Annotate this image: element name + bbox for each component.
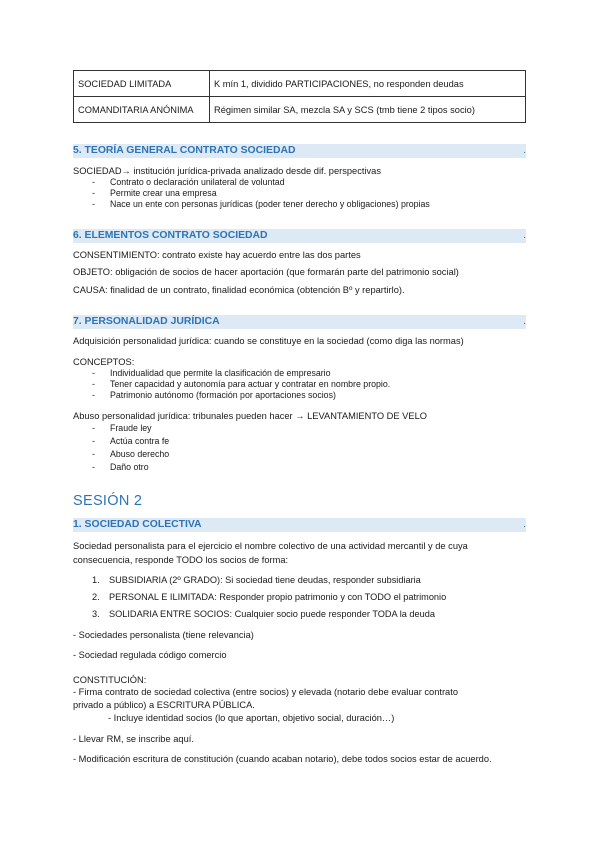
list-item: - Actúa contra fe xyxy=(92,436,170,446)
heading-dot: . xyxy=(523,230,526,241)
table-cell-name: COMANDITARIA ANÓNIMA xyxy=(74,97,210,123)
heading-text: 6. ELEMENTOS CONTRATO SOCIEDAD xyxy=(73,230,268,241)
section-heading-5 xyxy=(73,144,526,158)
item-text: PERSONAL E ILIMITADA: Responder propio patrimonio y con TODO el patrimonio xyxy=(109,592,447,602)
numbered-item xyxy=(92,592,446,603)
table-cell-desc: K mín 1, dividido PARTICIPACIONES, no responden deudas xyxy=(210,71,526,97)
paragraph: consecuencia, responde TODO los socios de forma: xyxy=(73,555,289,565)
list-item-text: Individualidad que permite la clasificación de empresario xyxy=(110,368,331,378)
session-title: SESIÓN 2 xyxy=(73,493,143,509)
list-item: - Fraude ley xyxy=(92,423,152,433)
paragraph: - Sociedad regulada código comercio xyxy=(73,650,227,660)
list-item: - Individualidad que permite la clasificación de empresario xyxy=(92,368,331,378)
list-item: - Daño otro xyxy=(92,462,149,472)
item-number: 2. xyxy=(92,592,100,602)
list-item-text: Permite crear una empresa xyxy=(110,188,217,198)
item-number: 3. xyxy=(92,609,100,619)
section-heading-6 xyxy=(73,229,526,243)
list-item: - Contrato o declaración unilateral de voluntad xyxy=(92,177,285,187)
list-item-text: Nace un ente con personas jurídicas (poder tener derecho y obligaciones) propias xyxy=(110,199,430,209)
heading-text: 5. TEORÍA GENERAL CONTRATO SOCIEDAD xyxy=(73,145,296,156)
list-item-text: Contrato o declaración unilateral de voluntad xyxy=(110,177,285,187)
list-item-text: Actúa contra fe xyxy=(110,436,170,446)
list-item-text: Fraude ley xyxy=(110,423,152,433)
table-row xyxy=(74,97,526,123)
paragraph: CONCEPTOS: xyxy=(73,357,135,367)
company-types-table xyxy=(73,70,526,123)
numbered-item xyxy=(92,609,435,620)
item-text: SUBSIDIARIA (2º GRADO): Si sociedad tiene deudas, responder subsidiaria xyxy=(109,575,421,585)
paragraph: - Modificación escritura de constitución (cuando acaban notario), debe todos socios estar de acuerdo. xyxy=(73,754,492,764)
paragraph: privado a público) a ESCRITURA PÚBLICA. xyxy=(73,700,255,710)
heading-text: 7. PERSONALIDAD JURÍDICA xyxy=(73,316,220,327)
list-item-text: Tener capacidad y autonomía para actuar y contratar en nombre propio. xyxy=(110,379,391,389)
list-item-text: Daño otro xyxy=(110,462,149,472)
paragraph: - Sociedades personalista (tiene relevancia) xyxy=(73,630,254,640)
paragraph: OBJETO: obligación de socios de hacer aportación (que formarán parte del patrimonio social) xyxy=(73,267,459,277)
table-cell-name: SOCIEDAD LIMITADA xyxy=(74,71,210,97)
item-text: SOLIDARIA ENTRE SOCIOS: Cualquier socio puede responder TODA la deuda xyxy=(109,609,435,619)
heading-dot: . xyxy=(523,519,526,530)
table-row xyxy=(74,71,526,97)
heading-dot: . xyxy=(523,316,526,327)
list-item: - Patrimonio autónomo (formación por aportaciones socios) xyxy=(92,390,336,400)
paragraph: SOCIEDAD→ institución jurídica-privada analizado desde dif. perspectivas xyxy=(73,166,381,176)
paragraph: CONSTITUCIÓN: xyxy=(73,675,147,685)
numbered-item xyxy=(92,575,421,586)
paragraph: CONSENTIMIENTO: contrato existe hay acuerdo entre las dos partes xyxy=(73,250,361,260)
table-cell-desc: Régimen similar SA, mezcla SA y SCS (tmb tiene 2 tipos socio) xyxy=(210,97,526,123)
list-item: - Permite crear una empresa xyxy=(92,188,217,198)
list-item: - Nace un ente con personas jurídicas (poder tener derecho y obligaciones) propias xyxy=(92,199,430,209)
paragraph: Abuso personalidad jurídica: tribunales pueden hacer → LEVANTAMIENTO DE VELO xyxy=(73,411,427,421)
section-heading-s2-1 xyxy=(73,518,526,532)
paragraph: Sociedad personalista para el ejercicio el nombre colectivo de una actividad mercantil y de cuya xyxy=(73,541,468,551)
paragraph: Adquisición personalidad jurídica: cuando se constituye en la sociedad (como diga las normas) xyxy=(73,336,464,346)
list-item: - Tener capacidad y autonomía para actuar y contratar en nombre propio. xyxy=(92,379,391,389)
heading-text: 1. SOCIEDAD COLECTIVA xyxy=(73,519,202,530)
list-item-text: Abuso derecho xyxy=(110,449,170,459)
heading-dot: . xyxy=(523,145,526,156)
paragraph: CAUSA: finalidad de un contrato, finalidad económica (obtención Bº y repartirlo). xyxy=(73,285,405,295)
section-heading-7 xyxy=(73,315,526,329)
item-number: 1. xyxy=(92,575,100,585)
paragraph: - Llevar RM, se inscribe aquí. xyxy=(73,734,194,744)
paragraph: - Firma contrato de sociedad colectiva (entre socios) y elevada (notario debe evaluar contrato xyxy=(73,687,458,697)
paragraph: - Incluye identidad socios (lo que aportan, objetivo social, duración…) xyxy=(108,713,395,723)
list-item: - Abuso derecho xyxy=(92,449,170,459)
list-item-text: Patrimonio autónomo (formación por aportaciones socios) xyxy=(110,390,336,400)
